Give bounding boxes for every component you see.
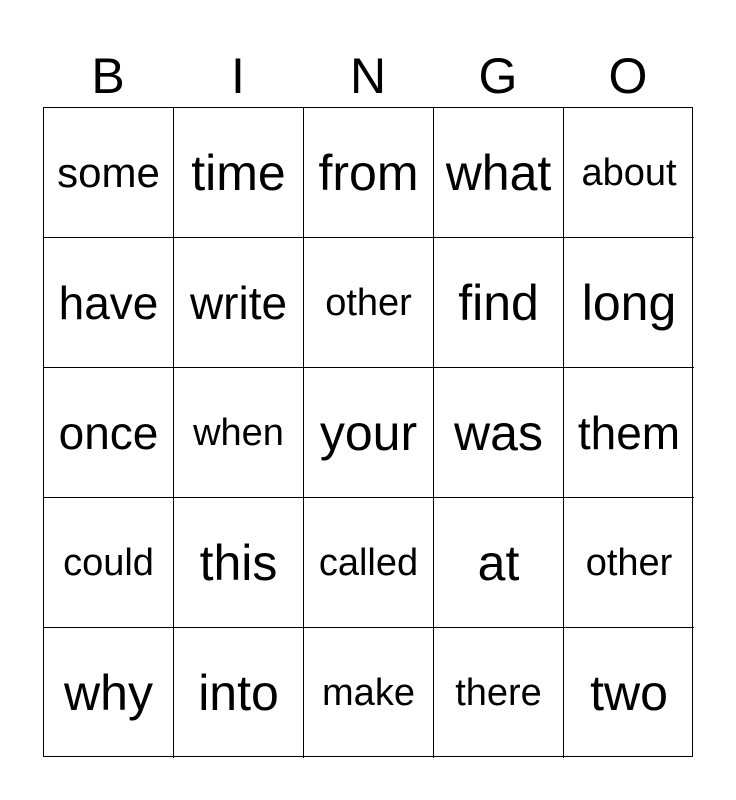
bingo-cell[interactable]: this [174, 498, 304, 628]
bingo-cell[interactable]: at [434, 498, 564, 628]
header-letter-i: I [231, 48, 245, 104]
header-letter-g: G [478, 48, 518, 104]
bingo-cell[interactable]: your [304, 368, 434, 498]
bingo-cell[interactable]: other [564, 498, 694, 628]
bingo-cell[interactable]: into [174, 628, 304, 758]
bingo-cell[interactable]: could [44, 498, 174, 628]
bingo-cell[interactable]: about [564, 108, 694, 238]
bingo-header [43, 44, 693, 108]
bingo-cell[interactable]: what [434, 108, 564, 238]
bingo-cell[interactable]: when [174, 368, 304, 498]
bingo-cell[interactable]: time [174, 108, 304, 238]
bingo-cell[interactable]: long [564, 238, 694, 368]
bingo-cell[interactable]: was [434, 368, 564, 498]
bingo-cell[interactable]: some [44, 108, 174, 238]
bingo-cell[interactable]: find [434, 238, 564, 368]
bingo-cell[interactable]: have [44, 238, 174, 368]
bingo-cell[interactable]: there [434, 628, 564, 758]
bingo-card [43, 107, 693, 757]
bingo-cell[interactable]: them [564, 368, 694, 498]
bingo-cell[interactable]: two [590, 665, 668, 721]
bingo-cell[interactable]: other [304, 238, 434, 368]
bingo-cell[interactable]: called [304, 498, 434, 628]
bingo-cell[interactable]: from [304, 108, 434, 238]
bingo-cell[interactable]: make [304, 628, 434, 758]
bingo-cell[interactable]: why [44, 628, 174, 758]
bingo-cell[interactable]: write [174, 238, 304, 368]
header-letter-b: B [91, 48, 125, 104]
header-letter-o: O [608, 48, 648, 104]
header-letter-n: N [349, 48, 387, 104]
bingo-cell[interactable]: once [44, 368, 174, 498]
